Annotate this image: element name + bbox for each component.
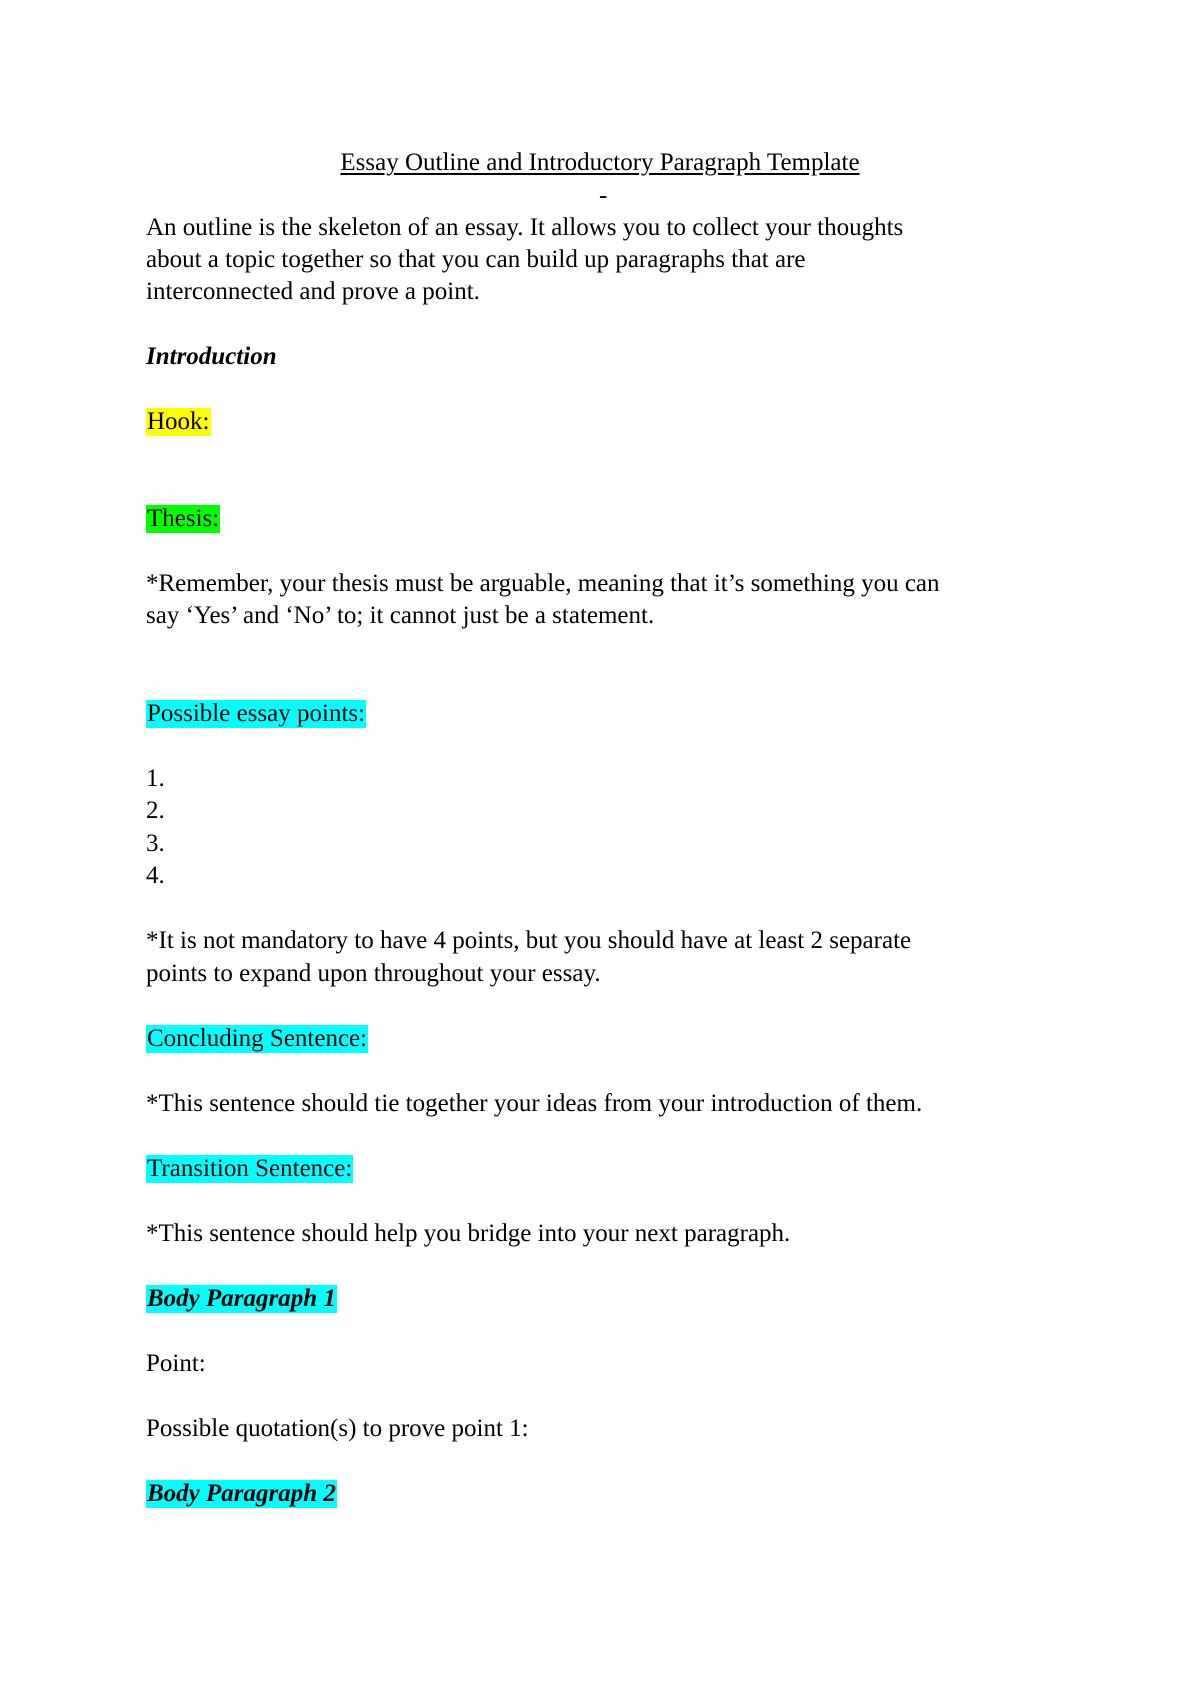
point-number-4: 4. [146, 862, 165, 889]
points-label: Possible essay points: [147, 700, 366, 727]
body1-heading-line [146, 1283, 337, 1315]
title-dash: - [599, 182, 608, 209]
introduction-heading: Introduction [146, 343, 277, 370]
thesis-label-line [146, 503, 220, 535]
concluding-label-line [146, 1023, 368, 1055]
points-note-line-2: points to expand upon throughout your essay. [146, 960, 601, 987]
hook-label-line [146, 406, 211, 438]
body1-heading: Body Paragraph 1 [147, 1285, 336, 1312]
document-title: Essay Outline and Introductory Paragraph Template [340, 149, 860, 176]
hook-label: Hook: [147, 408, 210, 435]
point-number-2: 2. [146, 797, 165, 824]
concluding-label: Concluding Sentence: [147, 1025, 368, 1052]
point-label: Point: [146, 1350, 206, 1377]
thesis-note-line-2: say ‘Yes’ and ‘No’ to; it cannot just be a statement. [146, 602, 655, 629]
transition-note: *This sentence should help you bridge into your next paragraph. [146, 1220, 791, 1247]
intro-line-1: An outline is the skeleton of an essay. It allows you to collect your thoughts [146, 214, 904, 241]
concluding-note: *This sentence should tie together your ideas from your introduction of them. [146, 1090, 923, 1117]
transition-label-line [146, 1153, 353, 1185]
intro-line-2: about a topic together so that you can build up paragraphs that are [146, 246, 806, 273]
points-label-line [146, 698, 366, 730]
point-number-1: 1. [146, 765, 165, 792]
intro-line-3: interconnected and prove a point. [146, 278, 480, 305]
body2-heading: Body Paragraph 2 [147, 1480, 336, 1507]
body2-heading-line [146, 1478, 337, 1510]
transition-label: Transition Sentence: [147, 1155, 353, 1182]
points-note-line-1: *It is not mandatory to have 4 points, but you should have at least 2 separate [146, 927, 912, 954]
thesis-note-line-1: *Remember, your thesis must be arguable, meaning that it’s something you can [146, 570, 940, 597]
quotation-label: Possible quotation(s) to prove point 1: [146, 1415, 529, 1442]
point-number-3: 3. [146, 830, 165, 857]
thesis-label: Thesis: [147, 505, 220, 532]
